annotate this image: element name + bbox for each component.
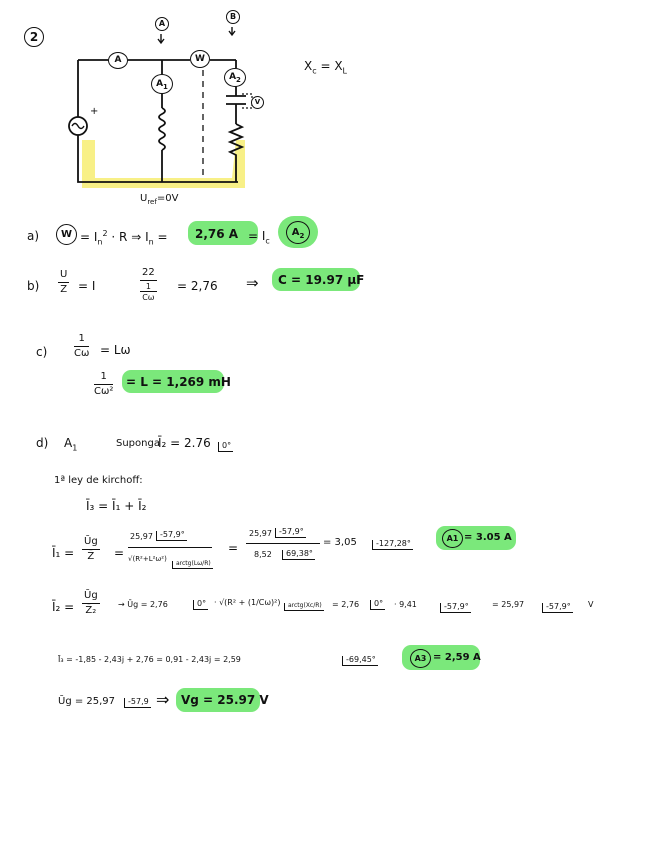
- ug-angle: -57,9: [124, 698, 151, 708]
- part-b-frac-den: Z: [60, 284, 68, 295]
- ground-sub: ref: [147, 198, 157, 206]
- i2-frac-den: Z̄₂: [85, 605, 97, 616]
- i1-frac-num: Ūg: [82, 537, 100, 550]
- wattmeter: W: [190, 50, 210, 68]
- part-d-label: d): [36, 436, 49, 450]
- condition-sub-l: L: [342, 66, 348, 76]
- i1-num2: 25,97: [130, 532, 153, 541]
- i1-den2: √(R²+L²ω²): [128, 555, 167, 563]
- ground-rest: =0V: [156, 193, 179, 204]
- i2-eq2: = 2,76: [332, 600, 360, 609]
- part-a-after: [248, 230, 270, 245]
- i3-angle: -69,45°: [342, 656, 378, 666]
- i1-lhs: Ī₁ =: [52, 546, 75, 560]
- voltmeter: V: [251, 96, 264, 109]
- part-a-answer-meter-sub: 2: [299, 232, 305, 240]
- i2-angle-0: 0°: [193, 600, 208, 610]
- i1-answer-meter: A1: [442, 529, 463, 548]
- i1-answer: = 3.05 A: [464, 532, 512, 543]
- part-b-frac2-num: 22: [140, 268, 157, 281]
- i1-frac2-bar: [128, 547, 212, 548]
- i1-num2-angle: -57,9°: [156, 531, 187, 541]
- condition-sub-c: c: [312, 66, 317, 76]
- part-a-result: 2,76 A: [195, 227, 239, 241]
- source-plus-sign: +: [90, 106, 99, 117]
- part-b-eq: = I: [78, 279, 96, 293]
- i1-result-angle: -127,28°: [372, 540, 413, 550]
- i2-times-angle: -57,9°: [440, 603, 471, 613]
- part-a-eq-eq: =: [153, 230, 168, 244]
- ammeter-a2-sub: 2: [236, 75, 241, 84]
- i2-arctg: arctg(Xc/R): [284, 603, 324, 611]
- i1-frac3-bar: [246, 543, 320, 544]
- part-a-label: a): [27, 229, 40, 243]
- i2-result-angle: -57,9°: [542, 603, 573, 613]
- label-b-circle: B: [226, 10, 240, 24]
- part-d-meter-label: A: [64, 436, 73, 450]
- part-b-fraction-1: [58, 270, 69, 295]
- ground-u: U: [140, 193, 148, 204]
- part-b-frac2-den-bot: Cω: [140, 291, 157, 302]
- part-b-eq2: = 2,76: [177, 279, 218, 293]
- i2-lhs: Ī₂ =: [52, 600, 75, 614]
- i2-arrow: → Ūg = 2,76: [118, 600, 168, 609]
- i2-sqrt-term: · √(R² + (1/Cω)²): [214, 598, 281, 607]
- part-c-eq: = Lω: [100, 343, 131, 357]
- reactance-condition: [304, 60, 347, 75]
- part-a-eq-sub: n: [97, 237, 103, 247]
- i1-num3: 25,97: [249, 529, 272, 538]
- part-a-answer-meter-label: A: [291, 227, 300, 238]
- part-c-frac-den: Cω: [74, 348, 90, 359]
- part-c-frac2-num: 1: [94, 372, 113, 385]
- inductor-1: [159, 108, 165, 150]
- part-d-meter-sub: 1: [72, 443, 78, 453]
- ug-lhs: Ūg = 25,97: [58, 696, 116, 707]
- ammeter-a2: [224, 68, 246, 87]
- part-a-eq-rest: · R ⇒ I: [111, 230, 149, 244]
- condition-x: X: [304, 59, 313, 73]
- part-b-label: b): [27, 279, 40, 293]
- i1-den3-angle: 69,38°: [282, 550, 315, 560]
- part-a-after-sub: c: [265, 236, 270, 246]
- capacitor: [226, 96, 246, 104]
- i1-frac-den: Z̄: [87, 551, 95, 562]
- part-d-suppose: Suponga: [116, 438, 160, 449]
- part-a-answer-meter: [286, 221, 310, 244]
- label-a-circle: A: [155, 17, 169, 31]
- kcl-equation: Ī₃ = Ī₁ + Ī₂: [86, 499, 147, 513]
- part-a-eq-main: = I: [80, 230, 98, 244]
- ammeter-a: A: [108, 52, 128, 69]
- part-a-eq-rest-sub: n: [148, 237, 154, 247]
- ammeter-a1-label: A: [156, 79, 164, 89]
- ug-arrow: ⇒: [156, 690, 170, 709]
- ug-answer: Vg = 25.97 V: [181, 693, 269, 707]
- i1-den2-angle: arctg(Lω/R): [172, 561, 213, 569]
- part-a-equation: [80, 230, 168, 246]
- part-d-meter: [64, 437, 77, 452]
- ground-highlight: [82, 140, 245, 188]
- i2-times: · 9,41: [394, 600, 417, 609]
- part-b-frac-num: U: [58, 270, 69, 283]
- i1-den3: 8,52: [254, 550, 272, 559]
- i2-frac-num: Ūg: [82, 591, 100, 604]
- i3-equation: Ī₃ = -1,85 - 2,43j + 2,76 = 0,91 - 2,43j = 2,59: [58, 655, 241, 664]
- part-c-label: c): [36, 345, 48, 359]
- part-c-result: = L = 1,269 mH: [126, 375, 231, 389]
- ammeter-a1-sub: 1: [163, 82, 168, 91]
- arrow-a: [158, 34, 164, 43]
- i1-eq-1: =: [114, 546, 125, 560]
- i3-answer-meter: A3: [410, 649, 431, 668]
- ammeter-a2-label: A: [229, 72, 237, 82]
- part-a-after-text: = I: [248, 229, 266, 243]
- ammeter-a1: [151, 74, 173, 94]
- i2-eq2-angle: 0°: [370, 600, 385, 610]
- part-b-arrow: ⇒: [246, 274, 259, 292]
- part-b-frac2-den-top: 1: [145, 282, 151, 291]
- i2-fraction: [82, 591, 100, 616]
- part-a-eq-sup: 2: [102, 229, 108, 238]
- part-d-suppose-eq: Ī₂ = 2.76: [158, 436, 211, 450]
- part-a-wattmeter: W: [56, 224, 77, 245]
- i3-answer: = 2,59 A: [433, 652, 481, 663]
- problem-number: 2: [24, 27, 44, 47]
- part-b-fraction-2: [140, 268, 157, 302]
- part-d-suppose-angle: 0°: [218, 442, 233, 452]
- i1-result: = 3,05: [323, 537, 357, 548]
- arrow-b: [229, 27, 235, 35]
- i1-fraction-1: [82, 537, 100, 562]
- part-c-frac-num: 1: [74, 334, 89, 347]
- i2-result: = 25,97: [492, 600, 525, 609]
- ground-voltage-label: [140, 194, 178, 206]
- i2-unit: V: [588, 600, 594, 609]
- i1-num3-angle: -57,9°: [275, 528, 306, 538]
- part-c-fraction-2: [94, 372, 113, 397]
- part-b-result: C = 19.97 μF: [278, 273, 365, 287]
- part-c-fraction-1: [74, 334, 89, 359]
- part-c-frac2-den: Cω²: [94, 386, 114, 397]
- kirchhoff-heading: 1ª ley de kirchoff:: [54, 475, 143, 486]
- condition-eq: = X: [316, 59, 343, 73]
- i1-eq-2: =: [228, 541, 239, 555]
